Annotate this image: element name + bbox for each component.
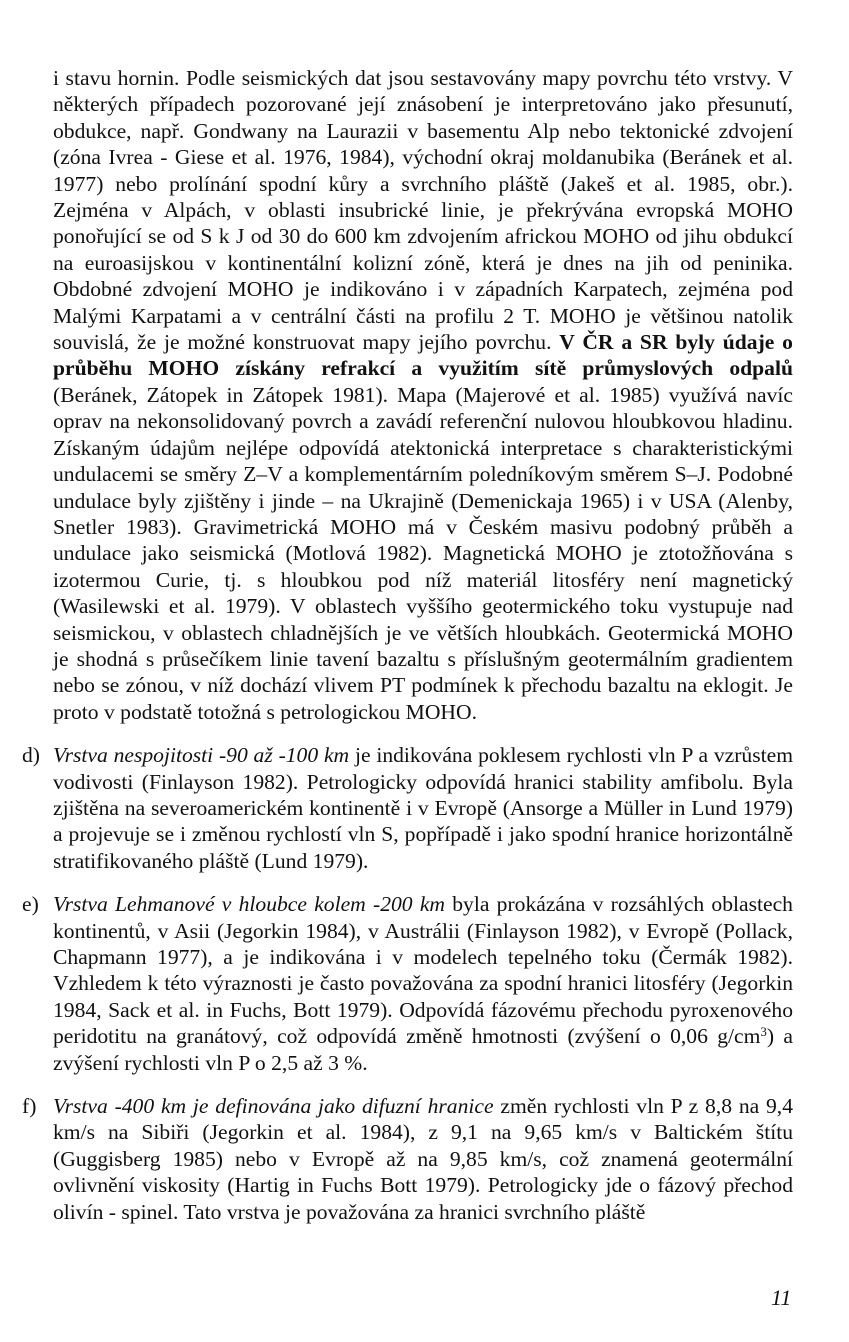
list-item-e	[22, 891, 793, 1076]
paragraph-text-continued: (Beránek, Zátopek in Zátopek 1981). Mapa (Majerové et al. 1985) využívá navíc oprav na nekonsolidovaný povrch a zavádí referenční nulovou hloubkovou hladinu. Získaným údajům nejlépe odpovídá atektonická interpretace s charakteristickými undulacemi se směry Z–V a komplementárním poledníkovým směrem S–J. Podobné undulace byly zjištěny i jinde – na Ukrajině (Demenickaja 1965) i v USA (Alenby, Snetler 1983). Gravimetrická MOHO má v Českém masivu podobný průběh a undulace jako seismická (Motlová 1982). Magnetická MOHO je ztotožňována s izotermou Curie, tj. s hloubkou pod níž materiál litosféry není magnetický (Wasilewski et al. 1979). V oblastech vyššího geotermického toku vystupuje nad seismickou, v oblastech chladnějších je ve větších hloubkách. Geotermická MOHO je shodná s průsečíkem linie tavení bazaltu s příslušným geotermálním gradientem nebo se zónou, v níž dochází vlivem PT podmínek k přechodu bazaltu na eklogit. Je proto v podstatě totožná s petrologickou MOHO.	[53, 382, 793, 724]
superscript: 3	[760, 1024, 767, 1040]
list-item-body	[53, 1093, 793, 1225]
list-item-text: změn rychlosti vln P z 8,8 na 9,4 km/s na Sibiři (Jegorkin et al. 1984), z 9,1 na 9,65 km/s v Baltickém štítu (Guggisberg 1985) nebo v Evropě až na 9,85 km/s, což znamená geotermální ovlivnění viskosity (Hartig in Fuchs Bott 1979). Petrologicky jde o fázový přechod olivín - spinel. Tato vrstva je považována za hranici svrchního pláště	[53, 1094, 793, 1224]
page-number: 11	[771, 1285, 792, 1310]
body-paragraph-moho	[53, 65, 793, 725]
list-item-text-continued: ) a zvýšení rychlosti vln P o 2,5 až 3 %.	[53, 1024, 793, 1075]
document-page	[22, 65, 793, 1242]
list-marker: e)	[22, 892, 39, 917]
bold-emphasis: V ČR a SR byly údaje o průběhu MOHO získány refrakcí a využitím sítě průmyslových odpalů	[53, 330, 793, 381]
list-item-body	[53, 742, 793, 874]
italic-term: Vrstva -400 km je definována jako difuzní hranice	[53, 1094, 494, 1119]
list-item-text: byla prokázána v rozsáhlých oblastech kontinentů, v Asii (Jegorkin 1984), v Austrálii (Finlayson 1982), v Evropě (Pollack, Chapmann 1977), a je indikována i v modelech tepelného toku (Čermák 1982). Vzhledem k této výraznosti je často považována za spodní hranici litosféry (Jegorkin 1984, Sack et al. in Fuchs, Bott 1979). Odpovídá fázovému přechodu pyroxenového peridotitu na granátový, což odpovídá změně hmotnosti (zvýšení o 0,06 g/cm	[53, 892, 793, 1049]
list-marker: f)	[22, 1094, 37, 1119]
list-item-text: je indikována poklesem rychlosti vln P a vzrůstem vodivosti (Finlayson 1982). Petrologicky odpovídá hranici stability amfibolu. Byla zjištěna na severoamerickém kontinentě i v Evropě (Ansorge a Müller in Lund 1979) a projevuje se i změnou rychlostí vln S, popřípadě i jako spodní hranice horizontálně stratifikovaného pláště (Lund 1979).	[53, 743, 793, 873]
list-item-f	[22, 1093, 793, 1225]
italic-term: Vrstva nespojitosti -90 až -100 km	[53, 743, 350, 768]
list-item-d	[22, 742, 793, 874]
list-marker: d)	[22, 743, 40, 768]
italic-term: Vrstva Lehmanové v hloubce kolem -200 km	[53, 892, 446, 917]
paragraph-text: i stavu hornin. Podle seismických dat jsou sestavovány mapy povrchu této vrstvy. V některých případech pozorované její znásobení je interpretováno jako přesunutí, obdukce, např. Gondwany na Laurazii v basementu Alp nebo tektonické zdvojení (zóna Ivrea - Giese et al. 1976, 1984), východní okraj moldanubika (Beránek et al. 1977) nebo prolínání spodní kůry a svrchního pláště (Jakeš et al. 1985, obr.). Zejména v Alpách, v oblasti insubrické linie, je překrývána evropská MOHO ponořující se od S k J od 30 do 600 km zdvojením africkou MOHO od jihu obdukcí na euroasijskou v kontinentální kolizní zóně, která je dnes na jih od peninika. Obdobné zdvojení MOHO je indikováno i v západních Karpatech, zejména pod Malými Karpatami a v centrální části na profilu 2 T. MOHO je většinou natolik souvislá, že je možné konstruovat mapy jejího povrchu.	[53, 66, 793, 355]
list-item-body	[53, 891, 793, 1076]
